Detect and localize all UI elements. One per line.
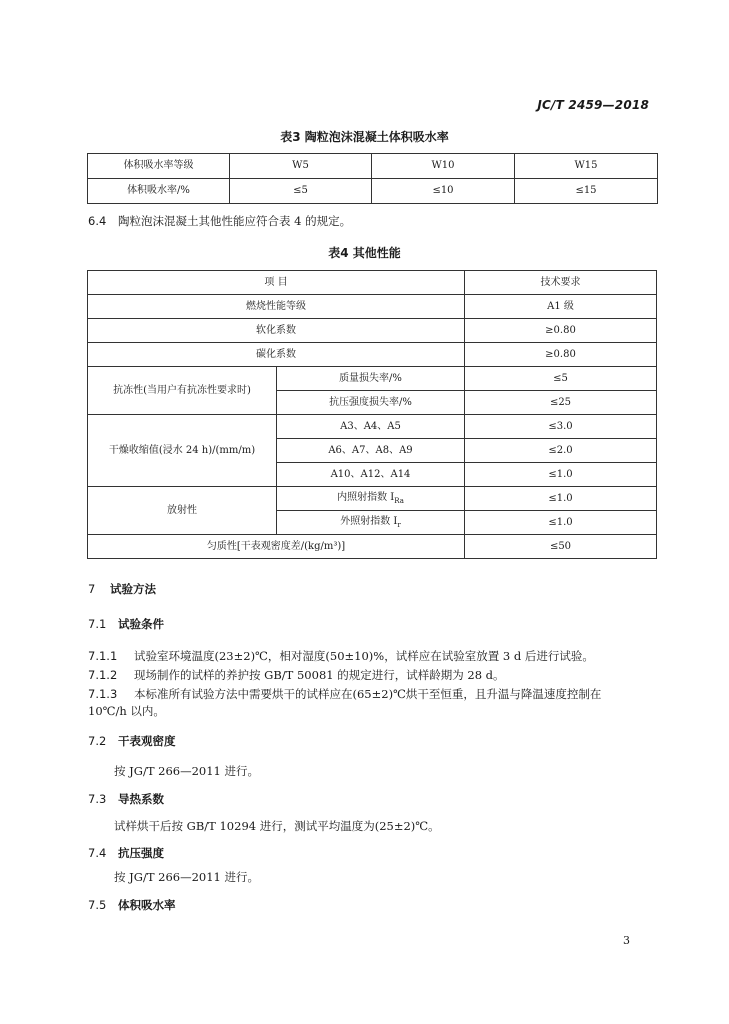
paragraph-7-1-2: [88, 667, 505, 683]
table-cell: W10: [372, 154, 515, 179]
paragraph-7-1-3: [88, 686, 601, 702]
section-7-heading: [88, 581, 156, 597]
table-header-requirement: 技术要求: [465, 271, 657, 295]
table-cell: ≤1.0: [465, 487, 657, 511]
clause-number: 7.1.2: [88, 668, 118, 682]
section-7-3-body: 试样烘干后按 GB/T 10294 进行，测试平均温度为(25±2)℃。: [114, 819, 440, 833]
table-row: [88, 271, 657, 295]
table4: [87, 270, 657, 559]
page-number: 3: [623, 934, 630, 947]
section-number: 7.5: [88, 898, 107, 912]
table4-caption: 表4 其他性能: [328, 246, 401, 260]
table-row: [88, 319, 657, 343]
table-cell: 抗压强度损失率/%: [277, 391, 465, 415]
section-7-4-body: 按 JG/T 266—2011 进行。: [114, 870, 260, 884]
table-cell: ≤5: [230, 179, 372, 204]
table-cell: ≤10: [372, 179, 515, 204]
table-cell: [277, 487, 465, 511]
section-number: 7.3: [88, 792, 107, 806]
table-cell: ≥0.80: [465, 319, 657, 343]
table-cell: A10、A12、A14: [277, 463, 465, 487]
table-cell: 体积吸水率/%: [88, 179, 230, 204]
table-cell: A3、A4、A5: [277, 415, 465, 439]
section-number: 7.4: [88, 846, 107, 860]
section-title: 试验条件: [118, 617, 164, 631]
section-7-3-heading: [88, 791, 164, 807]
table-group-cell: 抗冻性(当用户有抗冻性要求时): [88, 367, 277, 415]
table-row: [88, 154, 658, 179]
clause-number: 6.4: [88, 214, 107, 228]
table3-caption: 表3 陶粒泡沫混凝土体积吸水率: [280, 130, 449, 144]
table-cell: ≤2.0: [465, 439, 657, 463]
section-7-2-heading: [88, 733, 176, 749]
paragraph-6-4: [88, 213, 351, 229]
table-cell: A1 级: [465, 295, 657, 319]
section-title: 导热系数: [118, 792, 164, 806]
section-7-2-body: 按 JG/T 266—2011 进行。: [114, 764, 260, 778]
cell-text: 内照射指数 I: [337, 491, 395, 503]
table-cell: ≤1.0: [465, 463, 657, 487]
section-number: 7.1: [88, 617, 107, 631]
table-row: [88, 535, 657, 559]
section-title: 体积吸水率: [118, 898, 176, 912]
table-cell: W15: [515, 154, 658, 179]
table-row: [88, 343, 657, 367]
table-cell: 体积吸水率等级: [88, 154, 230, 179]
table-cell: ≤5: [465, 367, 657, 391]
table-cell: 碳化系数: [88, 343, 465, 367]
table-cell: A6、A7、A8、A9: [277, 439, 465, 463]
section-title: 抗压强度: [118, 846, 164, 860]
table-cell: 软化系数: [88, 319, 465, 343]
table3: [87, 153, 658, 204]
table-cell: ≤3.0: [465, 415, 657, 439]
subscript: r: [397, 520, 401, 529]
paragraph-text: 陶粒泡沫混凝土其他性能应符合表 4 的规定。: [118, 214, 352, 228]
table-cell: ≤1.0: [465, 511, 657, 535]
table-group-cell: 干燥收缩值(浸水 24 h)/(mm/m): [88, 415, 277, 487]
table-row: [88, 367, 657, 391]
paragraph-7-1-1: [88, 648, 594, 664]
paragraph-7-1-3-continued: 10℃/h 以内。: [88, 704, 165, 718]
table-header-item: 项 目: [88, 271, 465, 295]
table-cell: 燃烧性能等级: [88, 295, 465, 319]
table-cell: ≤25: [465, 391, 657, 415]
table-row: [88, 179, 658, 204]
table-row: [88, 415, 657, 439]
section-7-5-heading: [88, 897, 176, 913]
paragraph-text: 本标准所有试验方法中需要烘干的试样应在(65±2)℃烘干至恒重，且升温与降温速度控制在: [134, 687, 602, 701]
clause-number: 7.1.3: [88, 687, 118, 701]
table-cell: 匀质性[干表观密度差/(kg/m³)]: [88, 535, 465, 559]
document-code: JC/T 2459—2018: [537, 98, 649, 112]
table-cell: ≤50: [465, 535, 657, 559]
section-7-4-heading: [88, 845, 164, 861]
table-cell: [277, 511, 465, 535]
section-title: 试验方法: [110, 582, 156, 596]
table-group-cell: 放射性: [88, 487, 277, 535]
section-number: 7: [88, 582, 96, 596]
table-cell: 质量损失率/%: [277, 367, 465, 391]
section-7-1-heading: [88, 616, 164, 632]
table-row: [88, 487, 657, 511]
subscript: Ra: [394, 496, 404, 505]
table-cell: ≥0.80: [465, 343, 657, 367]
clause-number: 7.1.1: [88, 649, 118, 663]
paragraph-text: 试验室环境温度(23±2)℃，相对湿度(50±10)%，试样应在试验室放置 3 d 后进行试验。: [134, 649, 594, 663]
section-number: 7.2: [88, 734, 107, 748]
table-cell: W5: [230, 154, 372, 179]
table-row: [88, 295, 657, 319]
table-cell: ≤15: [515, 179, 658, 204]
section-title: 干表观密度: [118, 734, 176, 748]
cell-text: 外照射指数 I: [340, 515, 398, 527]
paragraph-text: 现场制作的试样的养护按 GB/T 50081 的规定进行，试样龄期为 28 d。: [134, 668, 505, 682]
